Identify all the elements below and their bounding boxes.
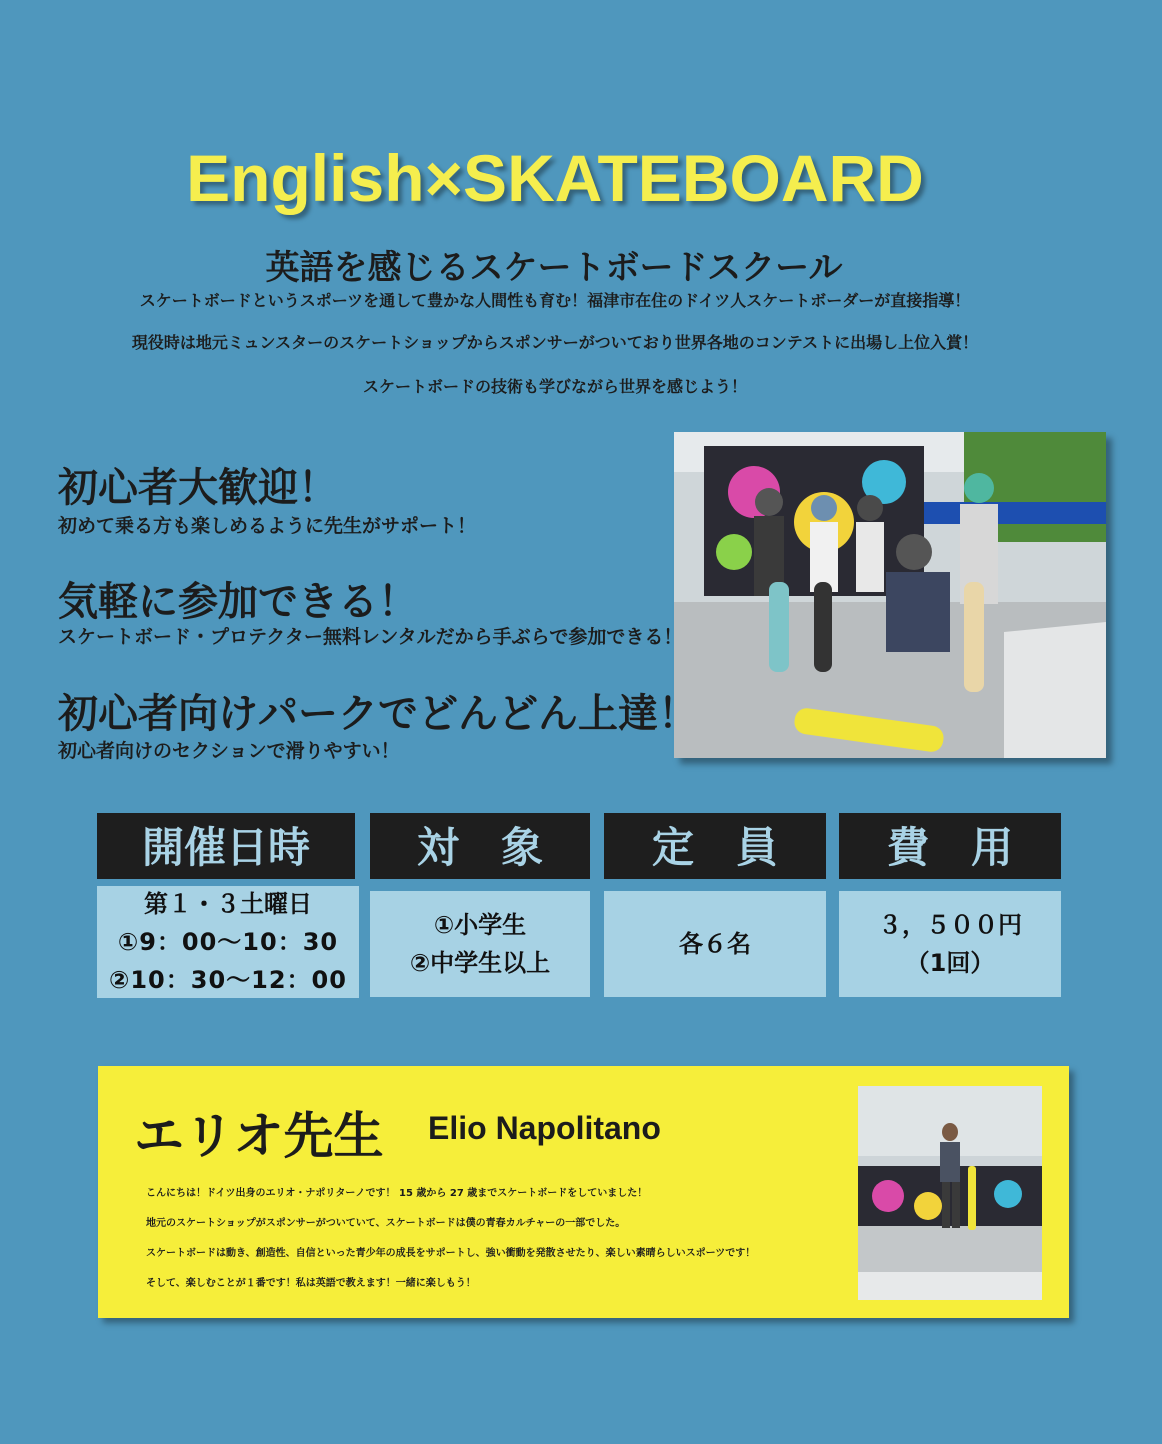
teacher-name-ja: エリオ先生: [134, 1107, 384, 1165]
teacher-bio-2: 地元のスケートショップがスポンサーがついていて、スケートボードは僕の青春カルチャーの一部でした。: [146, 1218, 626, 1229]
header-target: 対 象: [370, 813, 590, 879]
teacher-card: [98, 1066, 1069, 1318]
schedule-days: 第１・３土曜日: [144, 890, 312, 918]
header-capacity: 定 員: [604, 813, 826, 879]
feature-heading-park: 初心者向けパークでどんどん上達！: [58, 691, 698, 737]
feature-sub-easy-join: スケートボード・プロテクター無料レンタルだから手ぶらで参加できる！: [58, 626, 683, 648]
feature-sub-beginners: 初めて乗る方も楽しめるように先生がサポート！: [58, 515, 477, 537]
page-title: English×SKATEBOARD: [186, 141, 924, 215]
cell-capacity: [604, 891, 826, 997]
capacity-value: 各６名: [679, 930, 751, 958]
group-photo: [674, 432, 1106, 758]
cell-target: [370, 891, 590, 997]
target-elementary: ①小学生: [433, 911, 527, 939]
feature-heading-beginners: 初心者大歓迎！: [58, 465, 338, 511]
intro-line-3: スケートボードの技術も学びながら世界を感じよう！: [362, 377, 747, 396]
teacher-bio-4: そして、楽しむことが１番です！私は英語で教えます！一緒に楽しもう！: [146, 1278, 476, 1289]
teacher-name-en: Elio Napolitano: [428, 1110, 661, 1146]
feature-heading-easy-join: 気軽に参加できる！: [58, 579, 418, 625]
schedule-slot-1: ①9：00〜10：30: [117, 928, 339, 956]
feature-sub-park: 初心者向けのセクションで滑りやすい！: [58, 740, 400, 762]
page-subtitle: 英語を感じるスケートボードスクール: [265, 248, 843, 288]
cell-schedule: [97, 886, 359, 998]
fee-unit: （1回）: [905, 949, 995, 977]
cell-fee: [839, 891, 1061, 997]
teacher-bio-1: こんにちは！ドイツ出身のエリオ・ナポリターノです！ 15 歳から 27 歳までスケートボードをしていました！: [146, 1188, 648, 1199]
teacher-photo: [858, 1086, 1042, 1300]
schedule-slot-2: ②10：30〜12：00: [109, 966, 347, 994]
teacher-bio-3: スケートボードは動き、創造性、自信といった青少年の成長をサポートし、強い衝動を発散させたり、楽しい素晴らしいスポーツです！: [146, 1248, 756, 1259]
intro-line-1: スケートボードというスポーツを通して豊かな人間性も育む！福津市在住のドイツ人スケートボーダーが直接指導！: [139, 291, 971, 310]
intro-line-2: 現役時は地元ミュンスターのスケートショップからスポンサーがついており世界各地のコンテストに出場し上位入賞！: [131, 333, 979, 352]
header-fee: 費 用: [839, 813, 1061, 879]
fee-value: ３，５００円: [878, 911, 1022, 939]
header-schedule: 開催日時: [97, 813, 355, 879]
target-junior-high: ②中学生以上: [409, 949, 551, 977]
